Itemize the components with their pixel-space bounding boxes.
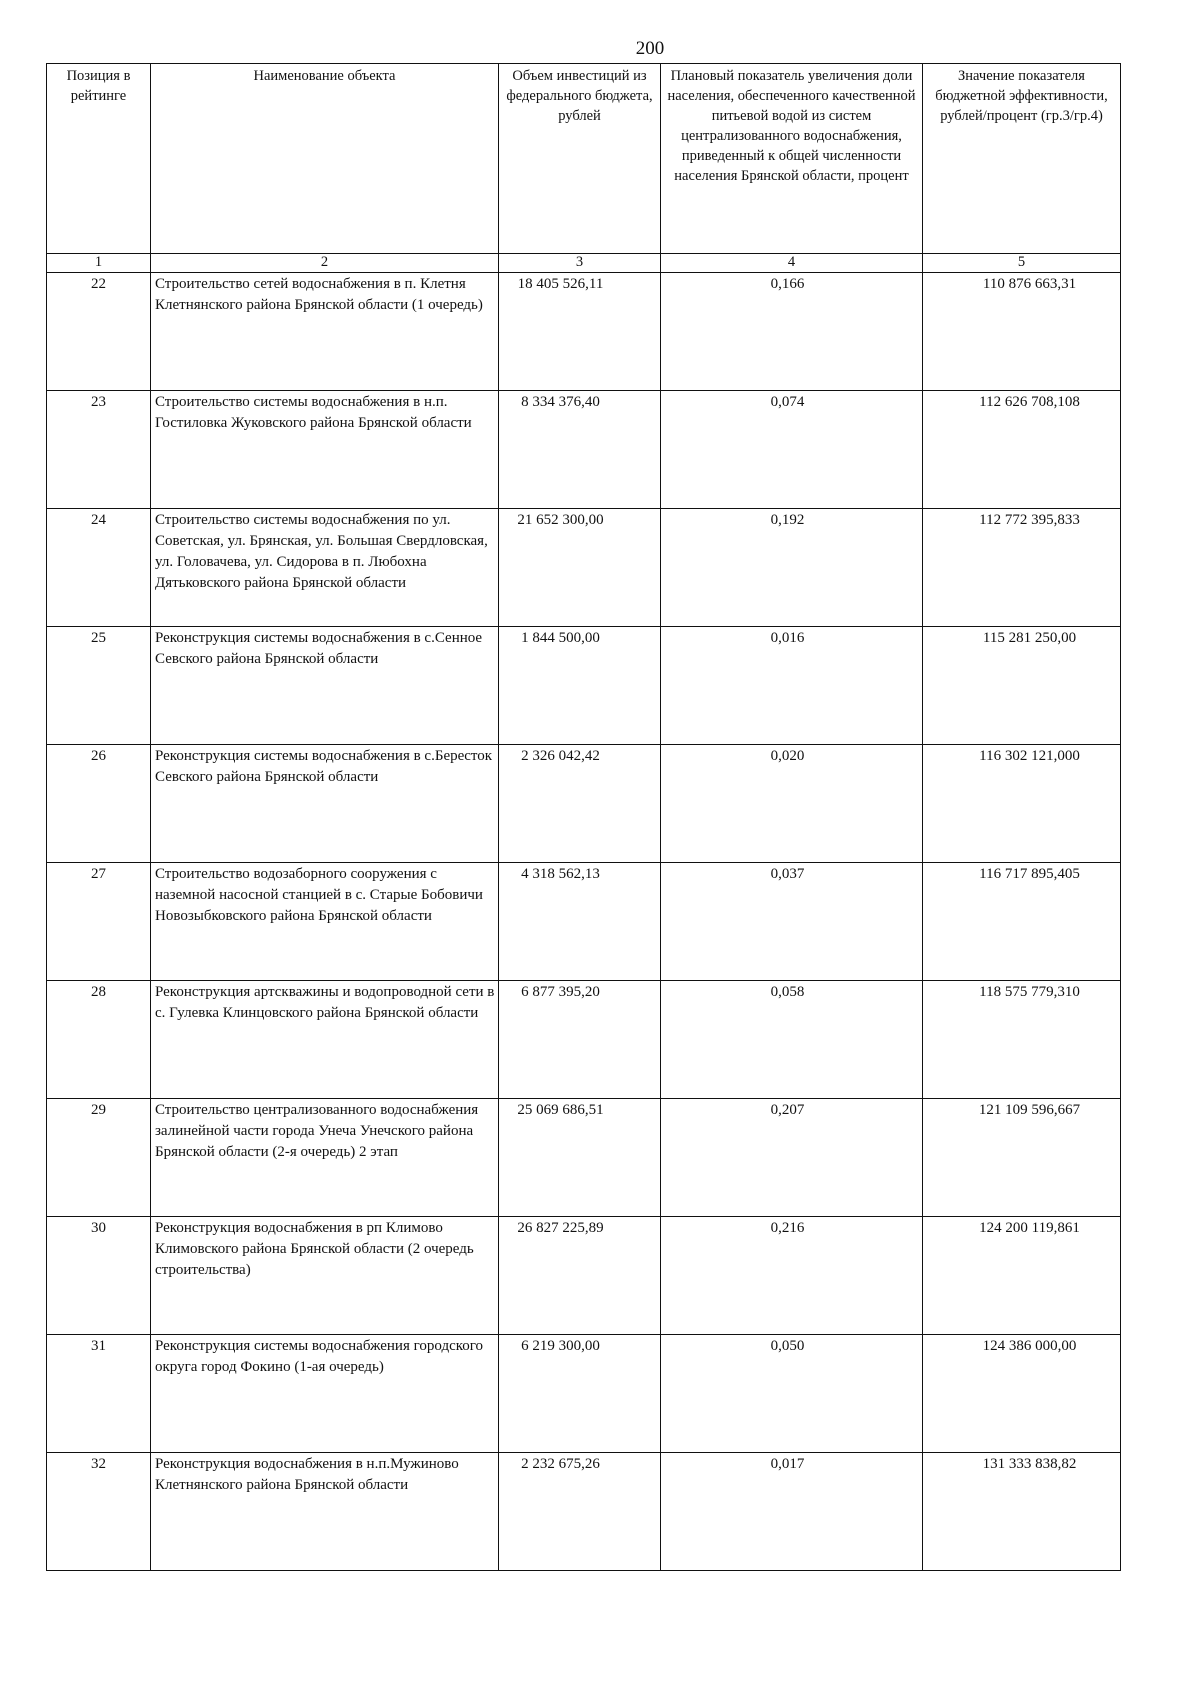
cell-investment: 1 844 500,00: [499, 627, 661, 745]
table-row: [47, 1453, 1121, 1571]
cell-object-name: Строительство сетей водоснабжения в п. Клетня Клетнянского района Брянской области (1 очередь): [151, 273, 499, 391]
header-indicator: Плановый показатель увеличения доли населения, обеспеченного качественной питьевой водой из систем централизованного водоснабжения, приведенный к общей численности населения Брянской области, процент: [661, 64, 923, 254]
cell-efficiency: 121 109 596,667: [923, 1099, 1121, 1217]
cell-object-name: Реконструкция артскважины и водопроводной сети в с. Гулевка Клинцовского района Брянской области: [151, 981, 499, 1099]
table-row: [47, 1217, 1121, 1335]
cell-position: 32: [47, 1453, 151, 1571]
cell-efficiency: 124 386 000,00: [923, 1335, 1121, 1453]
cell-indicator: 0,058: [661, 981, 923, 1099]
cell-indicator: 0,017: [661, 1453, 923, 1571]
table-header-row: [47, 64, 1121, 254]
cell-object-name: Строительство системы водоснабжения по ул. Советская, ул. Брянская, ул. Большая Свердловская, ул. Головачева, ул. Сидорова в п. Любохна Дятьковского района Брянской области: [151, 509, 499, 627]
cell-indicator: 0,166: [661, 273, 923, 391]
page-number: 200: [635, 38, 665, 59]
table-row: [47, 273, 1121, 391]
cell-investment: 4 318 562,13: [499, 863, 661, 981]
table-row: [47, 863, 1121, 981]
cell-position: 30: [47, 1217, 151, 1335]
cell-investment: 26 827 225,89: [499, 1217, 661, 1335]
cell-object-name: Строительство системы водоснабжения в н.п. Гостиловка Жуковского района Брянской области: [151, 391, 499, 509]
cell-investment: 25 069 686,51: [499, 1099, 661, 1217]
cell-indicator: 0,216: [661, 1217, 923, 1335]
cell-object-name: Реконструкция водоснабжения в рп Климово Климовского района Брянской области (2 очередь строительства): [151, 1217, 499, 1335]
cell-object-name: Строительство водозаборного сооружения с наземной насосной станцией в с. Старые Бобовичи Новозыбковского района Брянской области: [151, 863, 499, 981]
cell-efficiency: 115 281 250,00: [923, 627, 1121, 745]
header-object-name: Наименование объекта: [151, 64, 499, 254]
header-efficiency: Значение показателя бюджетной эффективности, рублей/процент (гр.3/гр.4): [923, 64, 1121, 254]
cell-efficiency: 116 302 121,000: [923, 745, 1121, 863]
cell-position: 24: [47, 509, 151, 627]
cell-efficiency: 112 626 708,108: [923, 391, 1121, 509]
cell-indicator: 0,020: [661, 745, 923, 863]
table-row: [47, 1335, 1121, 1453]
cell-efficiency: 118 575 779,310: [923, 981, 1121, 1099]
cell-position: 22: [47, 273, 151, 391]
cell-position: 25: [47, 627, 151, 745]
cell-object-name: Реконструкция системы водоснабжения в с.Сенное Севского района Брянской области: [151, 627, 499, 745]
cell-investment: 6 219 300,00: [499, 1335, 661, 1453]
table-row: [47, 509, 1121, 627]
cell-position: 29: [47, 1099, 151, 1217]
column-number: 2: [151, 254, 499, 273]
column-number: 3: [499, 254, 661, 273]
cell-investment: 21 652 300,00: [499, 509, 661, 627]
cell-indicator: 0,016: [661, 627, 923, 745]
column-number-row: [47, 254, 1121, 273]
cell-position: 28: [47, 981, 151, 1099]
cell-efficiency: 110 876 663,31: [923, 273, 1121, 391]
cell-indicator: 0,050: [661, 1335, 923, 1453]
cell-investment: 8 334 376,40: [499, 391, 661, 509]
column-number: 1: [47, 254, 151, 273]
table-row: [47, 391, 1121, 509]
cell-position: 27: [47, 863, 151, 981]
cell-investment: 18 405 526,11: [499, 273, 661, 391]
cell-object-name: Реконструкция системы водоснабжения городского округа город Фокино (1-ая очередь): [151, 1335, 499, 1453]
cell-investment: 2 326 042,42: [499, 745, 661, 863]
cell-efficiency: 131 333 838,82: [923, 1453, 1121, 1571]
column-number: 5: [923, 254, 1121, 273]
table-row: [47, 745, 1121, 863]
cell-position: 23: [47, 391, 151, 509]
rating-table: [46, 63, 1121, 1571]
cell-efficiency: 124 200 119,861: [923, 1217, 1121, 1335]
cell-efficiency: 112 772 395,833: [923, 509, 1121, 627]
cell-efficiency: 116 717 895,405: [923, 863, 1121, 981]
cell-indicator: 0,074: [661, 391, 923, 509]
cell-position: 26: [47, 745, 151, 863]
cell-indicator: 0,207: [661, 1099, 923, 1217]
cell-object-name: Строительство централизованного водоснабжения залинейной части города Унеча Унечского района Брянской области (2-я очередь) 2 этап: [151, 1099, 499, 1217]
column-number: 4: [661, 254, 923, 273]
cell-investment: 6 877 395,20: [499, 981, 661, 1099]
header-position: Позиция в рейтинге: [47, 64, 151, 254]
cell-indicator: 0,037: [661, 863, 923, 981]
table-row: [47, 627, 1121, 745]
table-row: [47, 1099, 1121, 1217]
table-row: [47, 981, 1121, 1099]
cell-investment: 2 232 675,26: [499, 1453, 661, 1571]
cell-position: 31: [47, 1335, 151, 1453]
cell-object-name: Реконструкция системы водоснабжения в с.Берeсток Севского района Брянской области: [151, 745, 499, 863]
header-investment: Объем инвестиций из федерального бюджета, рублей: [499, 64, 661, 254]
cell-object-name: Реконструкция водоснабжения в н.п.Мужиново Клетнянского района Брянской области: [151, 1453, 499, 1571]
cell-indicator: 0,192: [661, 509, 923, 627]
